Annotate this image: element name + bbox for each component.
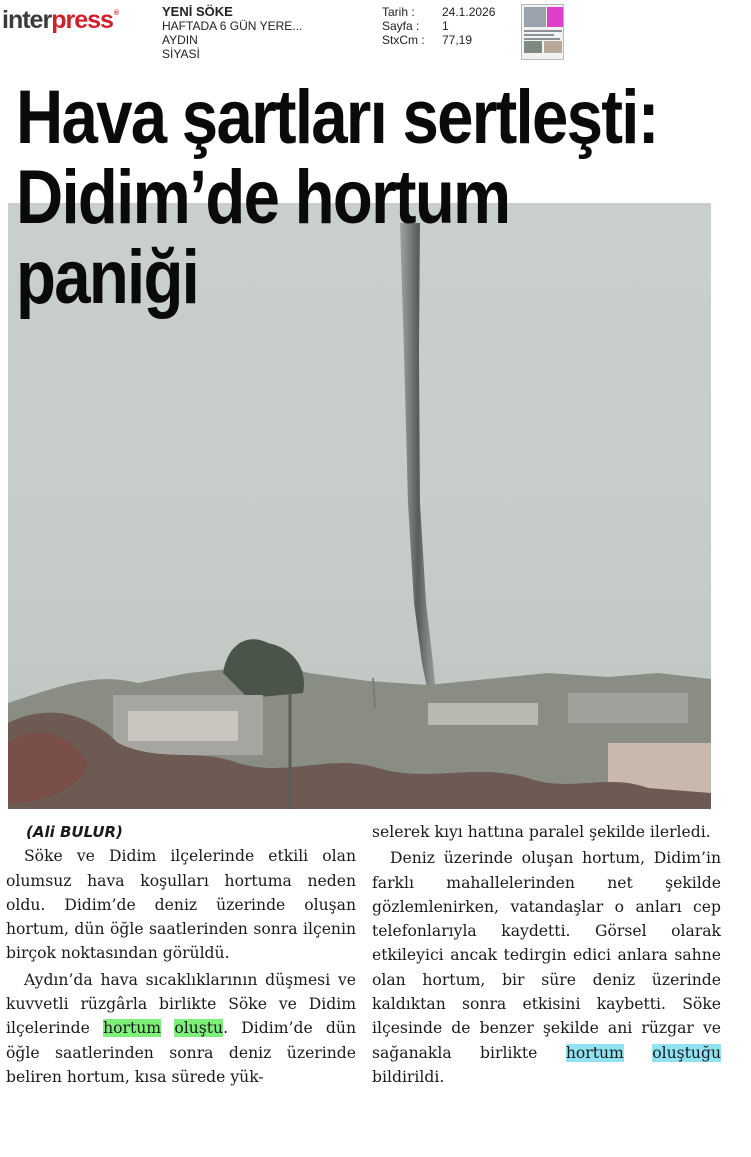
- building: [428, 703, 538, 725]
- paragraph-2-text-a: Aydın’da hava sıcaklıklarının düşmesi ve kuvvetli rüzgârla birlikte Söke ve Didim ilçelerinde: [6, 970, 356, 1038]
- meta-page: [382, 19, 495, 33]
- headline-line-1: Hava şartları sertleşti:: [16, 75, 658, 160]
- paragraph-2-text-b: . Didim’de dün öğle saatlerinden sonra deniz üzerinde beliren hortum, kısa sürede yük-: [6, 1019, 356, 1086]
- paragraph-2: [6, 968, 356, 1089]
- meta-date-key: Tarih :: [382, 5, 415, 19]
- publication-name: YENİ SÖKE: [162, 4, 233, 19]
- registered-mark: ®: [113, 10, 119, 17]
- meta-page-value: 1: [442, 19, 449, 33]
- headline-line-3: paniği: [16, 235, 199, 320]
- paragraph-1: Söke ve Didim ilçelerinde etkili olan olumsuz hava koşulları hortuma neden oldu. Didim’de deniz üzerinde oluşan hortum, dün öğle saatlerinden sonra ilçenin birçok noktasından görüldü.: [6, 847, 356, 963]
- highlight-keyword: hortum: [565, 1043, 624, 1062]
- meta-page-key: Sayfa :: [382, 19, 420, 33]
- headline-line-2: Didim’de hortum: [16, 155, 510, 240]
- building: [568, 693, 688, 723]
- clipping-meta: [382, 5, 495, 47]
- paragraph-3: selerek kıyı hattına paralel şekilde ilerledi.: [372, 823, 711, 841]
- meta-stxcm-key: StxCm :: [382, 33, 425, 47]
- interpress-logo: [2, 8, 117, 33]
- building: [128, 711, 238, 741]
- byline: (Ali BULUR): [26, 823, 123, 841]
- paragraph-4-end: bildirildi.: [372, 1067, 445, 1086]
- publication-info: [162, 5, 302, 61]
- meta-date-value: 24.1.2026: [442, 5, 496, 19]
- meta-stxcm: [382, 33, 495, 47]
- highlight-keyword: oluştu: [174, 1019, 224, 1038]
- publication-frequency: HAFTADA 6 GÜN YERE...: [162, 19, 303, 33]
- thumbnail-line: [524, 38, 560, 40]
- publication-region: AYDIN: [162, 33, 198, 47]
- logo-part-press: press: [51, 6, 113, 34]
- headline: [16, 75, 658, 320]
- paragraph-4: [372, 846, 721, 1089]
- meta-date: [382, 5, 495, 19]
- meta-stxcm-value: 77,19: [442, 33, 473, 47]
- thumbnail-ad: [547, 7, 563, 27]
- page-thumbnail[interactable]: [521, 4, 564, 60]
- logo-part-inter: inter: [2, 6, 52, 34]
- article-column-left: [6, 820, 356, 1089]
- highlight-keyword: oluştuğu: [652, 1043, 721, 1062]
- paragraph-4-text: Deniz üzerinde oluşan hortum, Didim’in farklı mahallelerinden net şekilde gözlemlenirken, vatandaşlar o anları cep telefonlarıyla kaydetti. Görsel olarak etkileyici ancak tedirgin edici anlara sahne olan hortum, bir süre deniz üzerinde kaldıktan sonra etkisini kaybetti. Söke ilçesinde de benzer şekilde ani rüzgar ve sağanakla birlikte: [372, 849, 721, 1062]
- publication-category: SİYASİ: [162, 47, 200, 61]
- thumbnail-photo: [544, 41, 562, 53]
- thumbnail-masthead: [524, 7, 546, 27]
- article-column-right: [372, 820, 721, 1089]
- thumbnail-line: [524, 34, 554, 36]
- highlight-keyword: hortum: [103, 1019, 162, 1038]
- thumbnail-photo: [524, 41, 542, 53]
- thumbnail-line: [524, 30, 562, 32]
